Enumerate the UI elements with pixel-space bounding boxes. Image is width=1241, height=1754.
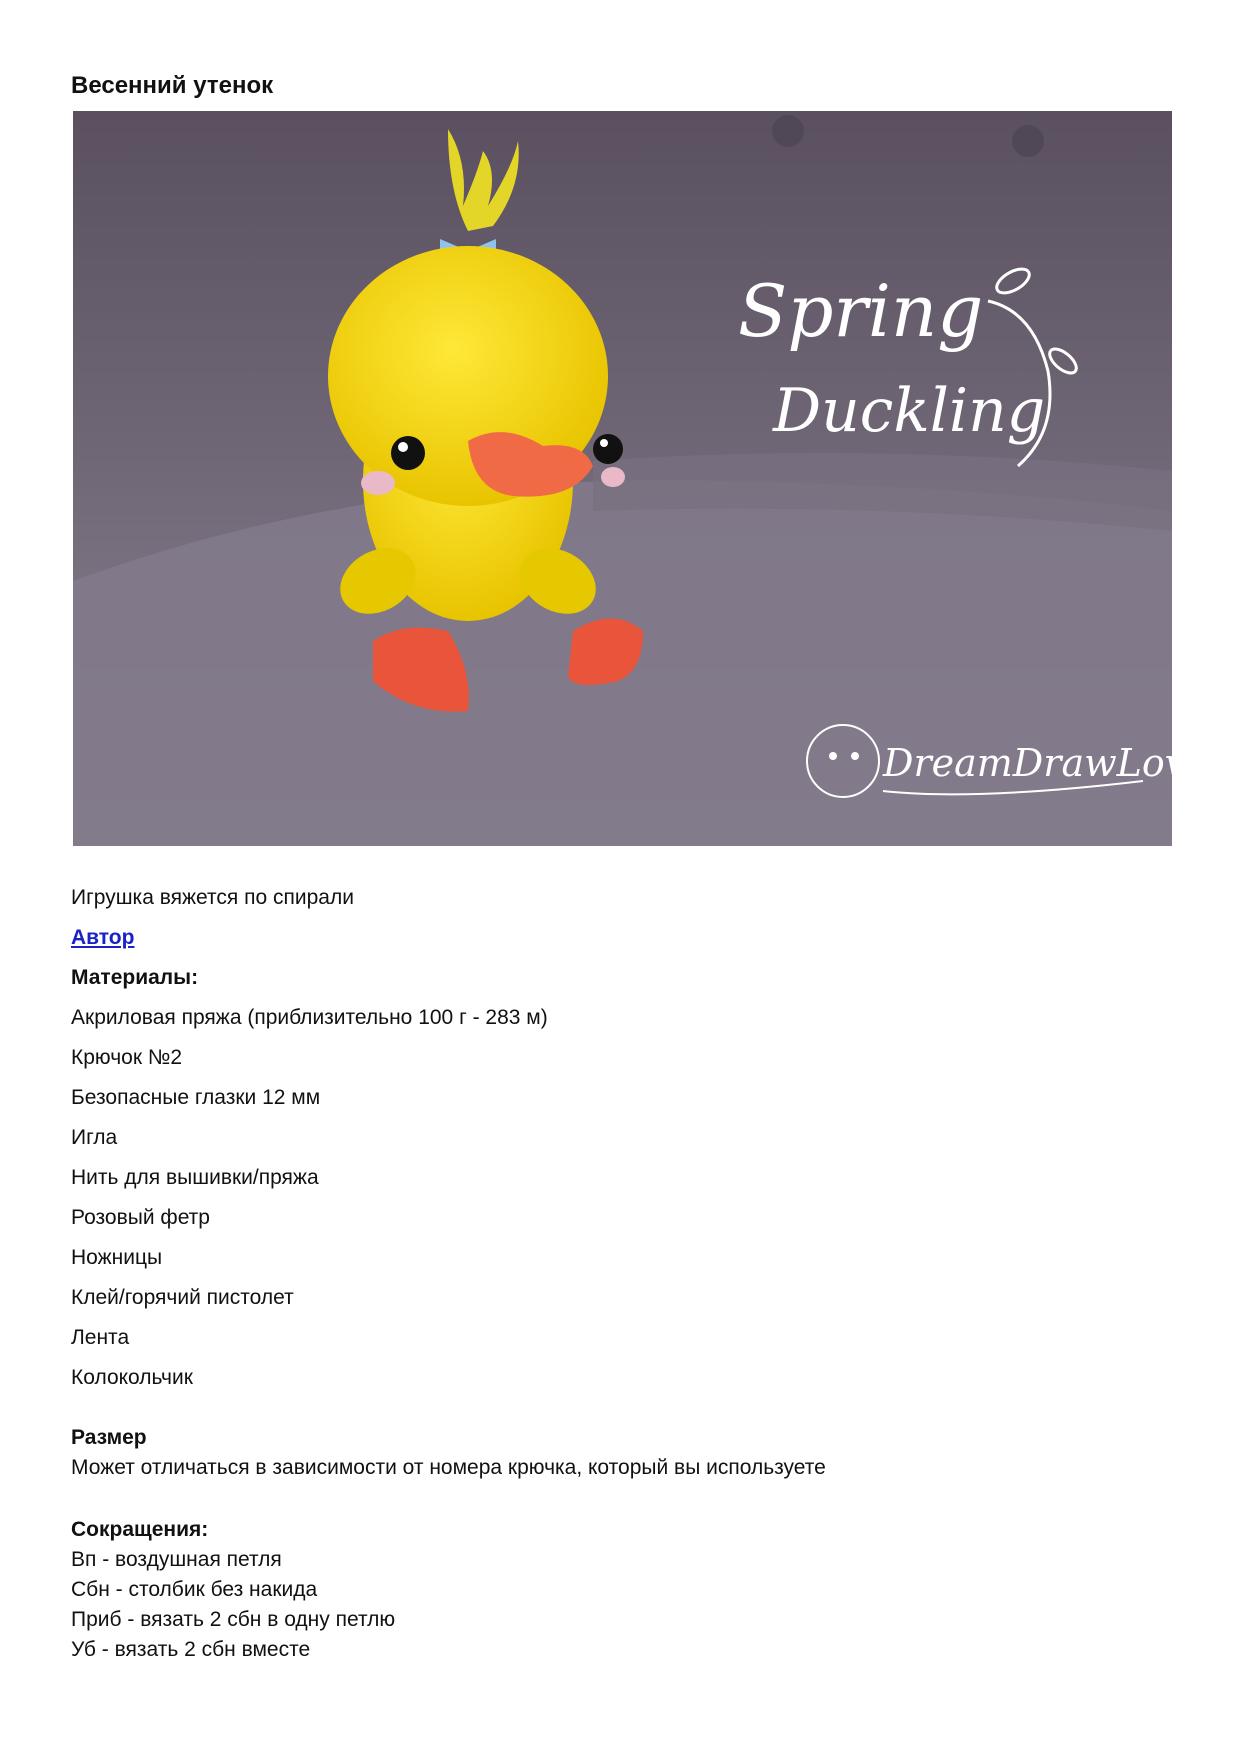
material-item: Безопасные глазки 12 мм [71, 1086, 321, 1109]
svg-text:DreamDrawLove: DreamDrawLove [883, 741, 1209, 785]
abbreviation-item: Сбн - столбик без накида [71, 1578, 318, 1601]
material-item: Игла [71, 1126, 118, 1149]
material-item: Лента [71, 1326, 130, 1349]
material-item: Ножницы [71, 1246, 163, 1269]
duckling-photo [73, 111, 1209, 846]
material-item: Акриловая пряжа (приблизительно 100 г - 283 м) [71, 1006, 548, 1029]
photo-overlay-title-2: Duckling [773, 376, 1046, 446]
abbreviation-item: Вп - воздушная петля [71, 1548, 282, 1571]
intro-text: Игрушка вяжется по спирали [71, 886, 354, 909]
duckling-illustration [73, 111, 1209, 846]
page-title: Весенний утенок [71, 72, 274, 99]
abbreviation-item: Уб - вязать 2 сбн вместе [71, 1638, 311, 1661]
materials-heading: Материалы: [71, 966, 199, 989]
material-item: Розовый фетр [71, 1206, 210, 1229]
material-item: Колокольчик [71, 1366, 193, 1389]
size-text: Может отличаться в зависимости от номера крючка, который вы используете [71, 1456, 826, 1479]
abbreviation-item: Приб - вязать 2 сбн в одну петлю [71, 1608, 396, 1631]
abbreviations-heading: Сокращения: [71, 1518, 209, 1541]
material-item: Нить для вышивки/пряжа [71, 1166, 319, 1189]
material-item: Клей/горячий пистолет [71, 1286, 294, 1309]
photo-overlay-title-1: Spring [738, 269, 984, 353]
material-item: Крючок №2 [71, 1046, 183, 1069]
author-link[interactable]: Автор [71, 926, 135, 949]
size-heading: Размер [71, 1426, 147, 1449]
